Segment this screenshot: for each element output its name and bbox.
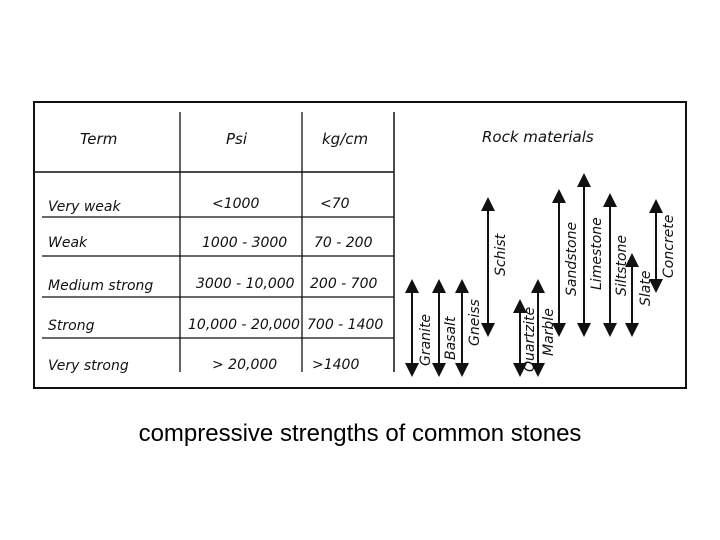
strength-table-figure — [32, 100, 688, 390]
material-label-basalt: Basalt — [443, 316, 459, 360]
row-kgcm: <70 — [320, 196, 350, 212]
row-psi: 1000 - 3000 — [202, 235, 288, 251]
row-kgcm: 200 - 700 — [310, 276, 378, 292]
material-label-gneiss: Gneiss — [467, 299, 483, 346]
material-label-schist: Schist — [493, 233, 509, 276]
material-label-granite: Granite — [418, 313, 434, 366]
header-rock-materials: Rock materials — [482, 128, 594, 146]
header-term: Term — [80, 130, 118, 148]
row-term: Weak — [48, 235, 88, 251]
row-term: Medium strong — [48, 278, 154, 294]
material-label-quartzite: Quartzite — [522, 306, 538, 372]
slide-caption: compressive strengths of common stones — [138, 420, 582, 447]
row-psi: 3000 - 10,000 — [196, 276, 295, 292]
material-label-marble: Marble — [541, 308, 557, 356]
row-kgcm: 70 - 200 — [314, 235, 373, 251]
row-kgcm: >1400 — [312, 357, 360, 373]
material-label-slate: Slate — [638, 270, 654, 306]
material-label-concrete: Concrete — [661, 214, 677, 278]
row-psi: > 20,000 — [212, 357, 278, 373]
row-term: Strong — [48, 318, 95, 334]
row-kgcm: 700 - 1400 — [307, 317, 384, 333]
header-psi: Psi — [226, 130, 248, 148]
row-psi: <1000 — [212, 196, 260, 212]
header-kgcm: kg/cm — [322, 130, 369, 148]
material-label-limestone: Limestone — [589, 217, 605, 290]
row-term: Very weak — [48, 199, 121, 215]
material-label-siltstone: Siltstone — [614, 235, 630, 296]
row-term: Very strong — [48, 358, 129, 374]
material-label-sandstone: Sandstone — [564, 221, 580, 296]
row-psi: 10,000 - 20,000 — [188, 317, 300, 333]
